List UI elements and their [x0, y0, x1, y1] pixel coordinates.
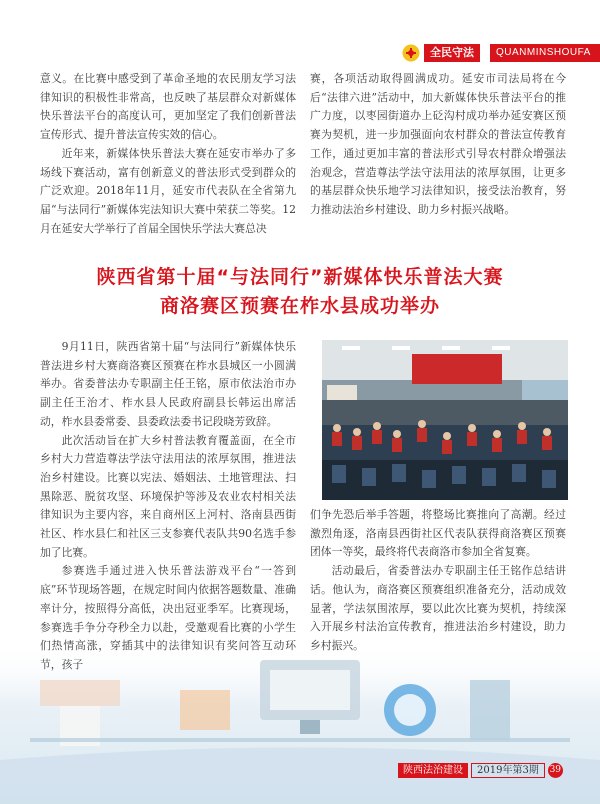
article-title-line1: 陕西省第十届“与法同行”新媒体快乐普法大赛 [96, 266, 504, 288]
paragraph: 此次活动旨在扩大乡村普法教育覆盖面，在全市乡村大力营造尊法学法守法用法的浓厚氛围，推进法治乡村建设。比赛以宪法、婚姻法、土地管理法、扫黑除恶、脱贫攻坚、环境保护等涉及农业农村相关法律知识为主要内容，来自商州区上河村、洛南县西街社区、柞水县仁和社区三支参赛代表队共90名选手参加了比赛。 [40, 433, 296, 559]
paragraph: 意义。在比赛中感受到了革命圣地的农民朋友学习法律知识的积极性非常高，也反映了基层群众对新媒体快乐普法平台的高度认可，更加坚定了我们创新普法宣传形式、提升普法宣传实效的信心。 [40, 72, 296, 142]
emblem-icon [402, 44, 420, 62]
article-title-line2: 商洛赛区预赛在柞水县成功举办 [159, 295, 440, 317]
top-left-column [40, 70, 296, 238]
page-footer [398, 763, 563, 778]
section-header [402, 44, 591, 62]
section-label: 全民守法 [424, 44, 480, 62]
paragraph: 参赛选手通过进入快乐普法游戏平台“一答到底”环节现场答题，在规定时间内依据答题数量、准确率计分，按照得分高低，决出冠亚季军。比赛现场，参赛选手争分夺秒全力以赴，受邀观看比赛的小学生们热情高涨，穿插其中的法律知识有奖问答互动环节，孩子 [40, 564, 296, 671]
bottom-left-column [40, 338, 296, 675]
page-number: 39 [548, 763, 563, 778]
magazine-name: 陕西法治建设 [398, 763, 468, 778]
paragraph: 们争先恐后举手答题，将整场比赛推向了高潮。经过激烈角逐，洛南县西街社区代表队获得商洛赛区预赛团体一等奖，最终将代表商洛市参加全省复赛。 [310, 508, 566, 559]
paragraph: 近年来，新媒体快乐普法大赛在延安市举办了多场线下赛活动，富有创新意义的普法形式受到群众的广泛欢迎。2018年11月，延安市代表队在全省第九届“与法同行”新媒体宪法知识大赛中荣获二等奖。12月在延安大学举行了首届全国快乐学法大赛总决 [40, 146, 296, 235]
top-right-column [310, 70, 566, 220]
event-photo [322, 340, 568, 500]
paragraph: 活动最后，省委普法办专职副主任王铭作总结讲话。他认为，商洛赛区预赛组织准备充分，活动成效显著，学法氛围浓厚，要以此次比赛为契机，持续深入开展乡村法治宣传教育，推进法治乡村建设，助力乡村振兴。 [310, 564, 566, 652]
paragraph: 9月11日，陕西省第十届“与法同行”新媒体快乐普法进乡村大赛商洛赛区预赛在柞水县城区一小圆满举办。省委普法办专职副主任王铭，原市依法治市办副主任王治才、柞水县人民政府副县长韩运出席活动，柞水县委常委、县委政法委书记段晓芳致辞。 [40, 340, 296, 428]
bottom-right-column [310, 506, 566, 656]
section-pinyin: QUANMINSHOUFA [490, 44, 600, 62]
paragraph: 赛，各项活动取得圆满成功。延安市司法局将在今后“法律六进”活动中，加大新媒体快乐普法平台的推广力度，以枣园街道办上砭沟村成功举办延安赛区预赛为契机，进一步加强面向农村群众的普法宣传教育工作，通过更加丰富的普法形式引导农村群众增强法治观念，营造尊法学法守法用法的浓厚氛围，让更多的基层群众快乐地学习法律知识，接受法治教育，努力推动法治乡村建设、助力乡村振兴战略。 [310, 72, 566, 216]
issue-label: 2019年第3期 [471, 763, 545, 778]
